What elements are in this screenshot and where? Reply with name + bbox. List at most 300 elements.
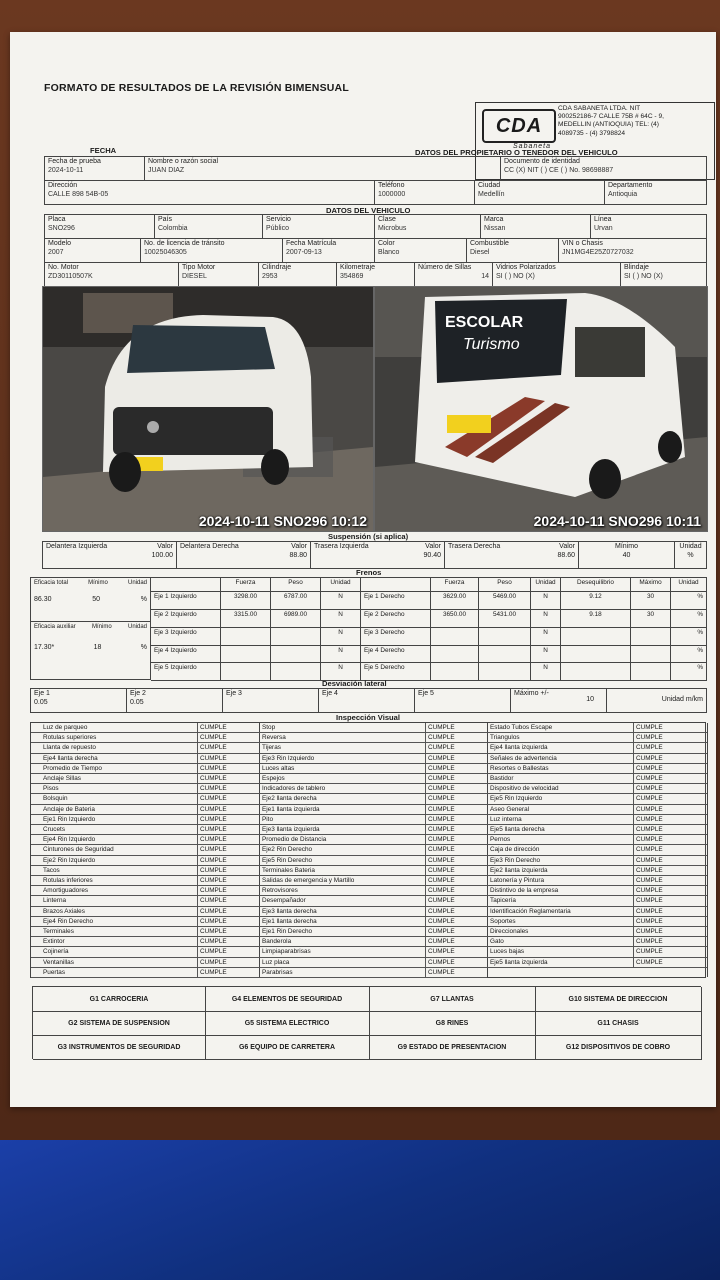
inspection-item: Ventanillas bbox=[43, 958, 74, 966]
inspection-row bbox=[31, 896, 259, 906]
inspection-row bbox=[487, 774, 707, 784]
brake-weight-right bbox=[479, 646, 531, 664]
brake-unit: % bbox=[671, 646, 707, 664]
inspection-row bbox=[487, 947, 707, 957]
inspection-result: CUMPLE bbox=[197, 815, 227, 825]
inspection-row bbox=[31, 958, 259, 968]
inspection-row bbox=[31, 947, 259, 957]
brake-weight-left bbox=[271, 628, 321, 646]
inspection-item: Eje2 llanta derecha bbox=[262, 795, 317, 803]
rear-van-illustration bbox=[375, 287, 707, 531]
inspection-result: CUMPLE bbox=[425, 907, 455, 917]
inspection-row bbox=[31, 856, 259, 866]
inspection-row bbox=[487, 723, 707, 733]
groups-legend bbox=[32, 986, 701, 1059]
brake-head-blank-2 bbox=[361, 578, 431, 592]
brake-force-left bbox=[221, 628, 271, 646]
inspection-row bbox=[31, 805, 259, 815]
blue-cloth bbox=[0, 1140, 720, 1280]
inspection-item: Luz interna bbox=[490, 815, 522, 823]
inspection-item: Parabrisas bbox=[262, 968, 293, 976]
inspection-item: Eje3 llanta derecha bbox=[262, 907, 317, 915]
inspection-result: CUMPLE bbox=[633, 947, 663, 957]
inspection-row bbox=[31, 845, 259, 855]
inspection-item: Terminales bbox=[43, 928, 74, 935]
brake-axle-right: Eje 5 Derecho bbox=[361, 663, 431, 681]
inspection-item: Luces bajas bbox=[490, 948, 525, 956]
inspection-item: Eje1 llanta izquierda bbox=[262, 805, 320, 813]
inspection-row bbox=[487, 794, 707, 804]
inspection-result: CUMPLE bbox=[425, 866, 455, 876]
inspection-item: Resortes o Ballestas bbox=[490, 764, 549, 772]
inspection-row bbox=[31, 723, 259, 733]
inspection-result: CUMPLE bbox=[197, 743, 227, 753]
brake-head-blank bbox=[151, 578, 221, 592]
inspection-item: Rotulas superiores bbox=[43, 734, 97, 742]
inspection-row bbox=[259, 764, 487, 774]
inspection-result: CUMPLE bbox=[425, 774, 455, 784]
brake-unit-left: N bbox=[321, 646, 361, 664]
brake-axle-left: Eje 4 Izquierdo bbox=[151, 646, 221, 664]
inspection-row bbox=[31, 733, 259, 743]
inspection-row bbox=[31, 794, 259, 804]
inspection-result: CUMPLE bbox=[197, 947, 227, 957]
group-label: G10 SISTEMA DE DIRECCION bbox=[535, 987, 702, 1012]
inspection-row bbox=[259, 886, 487, 896]
inspection-result: CUMPLE bbox=[425, 815, 455, 825]
brake-unit-right: N bbox=[531, 592, 561, 610]
inspection-item: Crucets bbox=[43, 826, 66, 833]
inspection-row bbox=[31, 743, 259, 753]
inspection-result: CUMPLE bbox=[425, 733, 455, 743]
group-label: G8 RINES bbox=[369, 1011, 536, 1036]
inspection-row bbox=[259, 805, 487, 815]
inspection-item: Anclaje Sillas bbox=[43, 775, 82, 782]
section-inspeccion: Inspección Visual bbox=[336, 713, 401, 722]
inspection-row bbox=[259, 784, 487, 794]
inspection-result: CUMPLE bbox=[425, 886, 455, 896]
brake-weight-right bbox=[479, 663, 531, 681]
inspection-row bbox=[487, 856, 707, 866]
inspection-item: Reversa bbox=[262, 734, 286, 742]
brake-head-unidad: Unidad bbox=[671, 578, 707, 592]
deviation-table: Eje 1 0.05 Eje 2 0.05 Eje 3 Eje 4 Eje 5 Máximo +/- 10 Unidad m/km bbox=[30, 688, 707, 713]
inspection-row bbox=[259, 927, 487, 937]
inspection-result: CUMPLE bbox=[633, 825, 663, 835]
inspection-row bbox=[259, 937, 487, 947]
inspection-row bbox=[259, 968, 487, 978]
section-frenos: Frenos bbox=[356, 568, 382, 577]
inspection-row bbox=[31, 876, 259, 886]
suspension-table: Delantera Izquierda Valor 100.00 Delantera Derecha Valor 88.80 Trasera Izquierda Valor 90.40 Trasera Derecha Valor 88.60 Mínimo 40 Unidad % bbox=[42, 541, 707, 569]
inspection-result: CUMPLE bbox=[425, 784, 455, 794]
rear-sign-turismo: Turismo bbox=[463, 336, 520, 353]
brake-max: 30 bbox=[631, 592, 671, 610]
inspection-item: Cinturones de Seguridad bbox=[43, 846, 114, 854]
inspection-result: CUMPLE bbox=[633, 907, 663, 917]
inspection-result: CUMPLE bbox=[633, 794, 663, 804]
inspection-item: Banderola bbox=[262, 938, 292, 946]
group-label: G4 ELEMENTOS DE SEGURIDAD bbox=[205, 987, 370, 1012]
inspection-item: Gato bbox=[490, 938, 504, 946]
brake-head-fuerza-l: Fuerza bbox=[221, 578, 271, 592]
inspection-row bbox=[259, 794, 487, 804]
inspection-result: CUMPLE bbox=[633, 856, 663, 866]
brake-weight-left bbox=[271, 646, 321, 664]
inspection-result: CUMPLE bbox=[633, 937, 663, 947]
front-vehicle-photo bbox=[42, 286, 374, 532]
inspection-row bbox=[487, 835, 707, 845]
brake-imbalance bbox=[561, 628, 631, 646]
inspection-item: Salidas de emergencia y Martillo bbox=[262, 877, 355, 884]
brake-unit: % bbox=[671, 628, 707, 646]
inspection-result: CUMPLE bbox=[425, 794, 455, 804]
inspection-row bbox=[259, 733, 487, 743]
vehicle-table: Placa SNO296 País Colombia Servicio Público Clase Microbus Marca Nissan Línea Urvan Modelo 2007 No. de licencia de tránsito 10025046305 Fecha Matrícula 2007-09-13 Color Blanco Combustible Diesel VIN o Chasis JN1MG4E25Z0727032 No. Motor ZD30110507K Tipo Motor DIESEL Cilindraje 2953 Kilometraje 354869 Número de Sillas 14 Vidrios Polarizados SI ( ) NO (X) Blindaje SI ( ) NO (X) bbox=[44, 214, 707, 287]
section-fecha: FECHA bbox=[90, 146, 117, 155]
group-label: G12 DISPOSITIVOS DE COBRO bbox=[535, 1035, 702, 1060]
brake-head-desequilibrio: Desequilibrio bbox=[561, 578, 631, 592]
inspection-result: CUMPLE bbox=[425, 947, 455, 957]
inspection-item: Eje5 Rin Izquierdo bbox=[490, 795, 543, 803]
brake-force-left: 3298.00 bbox=[221, 592, 271, 610]
inspection-item: Brazos Axiales bbox=[43, 907, 85, 915]
inspection-item: Soportes bbox=[490, 917, 516, 925]
inspection-item: Pito bbox=[262, 815, 274, 823]
brake-unit-left: N bbox=[321, 610, 361, 628]
inspection-result: CUMPLE bbox=[633, 927, 663, 937]
inspection-item: Eje5 llanta derecha bbox=[490, 826, 545, 833]
inspection-result: CUMPLE bbox=[633, 845, 663, 855]
inspection-row bbox=[259, 845, 487, 855]
inspection-result: CUMPLE bbox=[633, 743, 663, 753]
inspection-row bbox=[487, 958, 707, 968]
rear-sign-escolar: ESCOLAR bbox=[445, 314, 524, 331]
inspection-result: CUMPLE bbox=[197, 825, 227, 835]
brake-axle-left: Eje 1 Izquierdo bbox=[151, 592, 221, 610]
inspection-item: Tijeras bbox=[262, 744, 281, 752]
inspection-row bbox=[487, 825, 707, 835]
inspection-result: CUMPLE bbox=[197, 856, 227, 866]
inspection-row bbox=[487, 845, 707, 855]
brake-axle-right: Eje 4 Derecho bbox=[361, 646, 431, 664]
inspection-result: CUMPLE bbox=[425, 825, 455, 835]
brake-force-right: 3629.00 bbox=[431, 592, 479, 610]
inspection-row bbox=[259, 896, 487, 906]
owner-table: Fecha de prueba 2024-10-11 Nombre o razón social JUAN DIAZ Documento de identidad CC (X) NIT ( ) CE ( ) No. 98698887 Dirección CALLE 898 54B-05 Teléfono 1000000 Ciudad Medellín Departamento Antioquia bbox=[44, 156, 707, 205]
inspection-item: Dispositivo de velocidad bbox=[490, 785, 559, 793]
inspection-item: Eje1 Rin Izquierdo bbox=[43, 815, 96, 823]
brake-unit-right: N bbox=[531, 610, 561, 628]
inspection-result: CUMPLE bbox=[197, 937, 227, 947]
rear-vehicle-photo bbox=[374, 286, 708, 532]
inspection-item: Triangulos bbox=[490, 734, 520, 742]
inspection-item: Amortiguadores bbox=[43, 887, 89, 895]
inspection-result: CUMPLE bbox=[633, 917, 663, 927]
inspection-row bbox=[487, 907, 707, 917]
inspection-result: CUMPLE bbox=[633, 805, 663, 815]
inspection-row bbox=[259, 907, 487, 917]
cda-address: CDA SABANETA LTDA. NIT 900252186-7 CALLE 75B # 64C - 9, MEDELLIN (ANTIOQUIA) TEL: (4) 4089735 - (4) 3798824 bbox=[558, 105, 664, 137]
brake-weight-right: 5469.00 bbox=[479, 592, 531, 610]
inspection-result: CUMPLE bbox=[633, 866, 663, 876]
group-label: G9 ESTADO DE PRESENTACION bbox=[369, 1035, 536, 1060]
inspection-item: Rotulas inferiores bbox=[43, 877, 93, 884]
inspection-row bbox=[259, 743, 487, 753]
inspection-item: Identificación Reglamentaria bbox=[490, 907, 571, 915]
inspection-item: Eje2 Rin Izquierdo bbox=[43, 856, 96, 864]
inspection-row bbox=[31, 927, 259, 937]
inspection-item: Eje3 Rin Derecho bbox=[490, 856, 541, 864]
inspection-item: Tapicería bbox=[490, 897, 516, 905]
inspection-result: CUMPLE bbox=[425, 876, 455, 886]
document-title: FORMATO DE RESULTADOS DE LA REVISIÓN BIMENSUAL bbox=[44, 82, 349, 94]
inspection-result: CUMPLE bbox=[633, 764, 663, 774]
cda-logo: CDA Sabaneta bbox=[482, 109, 556, 143]
front-van-illustration bbox=[43, 287, 373, 531]
inspection-row bbox=[259, 866, 487, 876]
inspection-result: CUMPLE bbox=[197, 794, 227, 804]
inspection-result: CUMPLE bbox=[197, 896, 227, 906]
brake-unit: % bbox=[671, 663, 707, 681]
inspection-item: Eje5 Rin Derecho bbox=[262, 856, 313, 864]
inspection-item: Eje1 Rin Derecho bbox=[262, 928, 313, 935]
inspection-row bbox=[487, 876, 707, 886]
inspection-item: Luces altas bbox=[262, 764, 295, 772]
inspection-result: CUMPLE bbox=[197, 805, 227, 815]
inspection-item: Eje4 Rin Derecho bbox=[43, 917, 94, 925]
brake-axle-right: Eje 3 Derecho bbox=[361, 628, 431, 646]
brake-head-peso-r: Peso bbox=[479, 578, 531, 592]
brake-axle-left: Eje 2 Izquierdo bbox=[151, 610, 221, 628]
inspection-item: Eje3 llanta izquierda bbox=[262, 826, 320, 833]
inspection-row bbox=[259, 856, 487, 866]
inspection-item: Direccionales bbox=[490, 928, 529, 935]
brake-head-unidad-l: Unidad bbox=[321, 578, 361, 592]
inspection-result: CUMPLE bbox=[425, 754, 455, 764]
inspection-result: CUMPLE bbox=[197, 886, 227, 896]
brake-unit-right: N bbox=[531, 646, 561, 664]
inspection-item: Estado Tubos Escape bbox=[490, 724, 553, 731]
inspection-item: Latonería y Pintura bbox=[490, 877, 544, 884]
inspection-result: CUMPLE bbox=[197, 845, 227, 855]
inspection-row bbox=[487, 733, 707, 743]
inspection-item: Extintor bbox=[43, 938, 65, 946]
group-label: G2 SISTEMA DE SUSPENSION bbox=[33, 1011, 206, 1036]
inspection-result: CUMPLE bbox=[425, 958, 455, 968]
inspection-row bbox=[487, 784, 707, 794]
brake-force-right bbox=[431, 628, 479, 646]
inspection-result: CUMPLE bbox=[197, 866, 227, 876]
inspection-item: Promedio de Tiempo bbox=[43, 764, 102, 772]
inspection-row bbox=[259, 754, 487, 764]
inspection-result: CUMPLE bbox=[425, 927, 455, 937]
inspection-row bbox=[259, 723, 487, 733]
inspection-result: CUMPLE bbox=[425, 937, 455, 947]
brake-force-left bbox=[221, 646, 271, 664]
inspection-item: Distintivo de la empresa bbox=[490, 887, 559, 895]
group-label: G5 SISTEMA ELECTRICO bbox=[205, 1011, 370, 1036]
inspection-item: Cojinería bbox=[43, 948, 69, 956]
brake-max bbox=[631, 646, 671, 664]
brake-imbalance: 9.18 bbox=[561, 610, 631, 628]
inspection-item: Señales de advertencia bbox=[490, 754, 557, 762]
column-divider bbox=[707, 723, 708, 977]
inspection-row bbox=[31, 825, 259, 835]
inspection-item: Promedio de Distancia bbox=[262, 836, 327, 844]
rear-photo-timestamp: 2024-10-11 SNO296 10:11 bbox=[533, 513, 701, 529]
inspection-row bbox=[487, 743, 707, 753]
inspection-item: Bolsquin bbox=[43, 795, 68, 803]
inspection-result: CUMPLE bbox=[425, 835, 455, 845]
inspection-result: CUMPLE bbox=[633, 886, 663, 896]
inspection-result: CUMPLE bbox=[633, 723, 663, 733]
brake-force-left bbox=[221, 663, 271, 681]
brake-force-right bbox=[431, 663, 479, 681]
inspection-row bbox=[487, 754, 707, 764]
brake-max bbox=[631, 663, 671, 681]
inspection-result: CUMPLE bbox=[197, 907, 227, 917]
group-label: G3 INSTRUMENTOS DE SEGURIDAD bbox=[33, 1035, 206, 1060]
inspection-sheet bbox=[10, 32, 716, 1107]
inspection-row bbox=[31, 754, 259, 764]
inspection-row bbox=[487, 815, 707, 825]
inspection-result: CUMPLE bbox=[197, 876, 227, 886]
inspection-row bbox=[31, 937, 259, 947]
brake-weight-left: 6787.00 bbox=[271, 592, 321, 610]
inspection-item: Limpiaparabrisas bbox=[262, 948, 311, 956]
group-label: G6 EQUIPO DE CARRETERA bbox=[205, 1035, 370, 1060]
inspection-result: CUMPLE bbox=[197, 774, 227, 784]
inspection-result: CUMPLE bbox=[197, 754, 227, 764]
inspection-row bbox=[31, 815, 259, 825]
inspection-row bbox=[31, 784, 259, 794]
inspection-row bbox=[487, 764, 707, 774]
inspection-result: CUMPLE bbox=[633, 784, 663, 794]
inspection-item: Puertas bbox=[43, 968, 66, 976]
inspection-item: Eje3 Rin Izquierdo bbox=[262, 754, 315, 762]
inspection-result: CUMPLE bbox=[425, 805, 455, 815]
inspection-row bbox=[487, 896, 707, 906]
brake-max bbox=[631, 628, 671, 646]
brake-axle-left: Eje 5 Izquierdo bbox=[151, 663, 221, 681]
inspection-result: CUMPLE bbox=[633, 815, 663, 825]
inspection-row bbox=[487, 937, 707, 947]
inspection-row bbox=[31, 907, 259, 917]
inspection-row bbox=[31, 835, 259, 845]
section-suspension: Suspensión (si aplica) bbox=[328, 532, 409, 541]
inspection-item: Tacos bbox=[43, 866, 60, 874]
inspection-result: CUMPLE bbox=[633, 896, 663, 906]
inspection-item: Indicadores de tablero bbox=[262, 785, 326, 793]
inspection-row bbox=[259, 825, 487, 835]
brake-weight-right bbox=[479, 628, 531, 646]
inspection-result: CUMPLE bbox=[197, 784, 227, 794]
inspection-row bbox=[259, 835, 487, 845]
brake-axle-left: Eje 3 Izquierdo bbox=[151, 628, 221, 646]
inspection-row bbox=[259, 774, 487, 784]
inspection-result: CUMPLE bbox=[197, 958, 227, 968]
inspection-row bbox=[487, 805, 707, 815]
brake-unit-left: N bbox=[321, 592, 361, 610]
inspection-result: CUMPLE bbox=[197, 723, 227, 733]
inspection-item: Eje4 llanta izquierda bbox=[490, 744, 548, 752]
inspection-row bbox=[259, 917, 487, 927]
brake-unit: % bbox=[671, 592, 707, 610]
inspection-result: CUMPLE bbox=[633, 958, 663, 968]
inspection-item: Espejos bbox=[262, 775, 285, 782]
brake-head-maximo: Máximo bbox=[631, 578, 671, 592]
inspection-result: CUMPLE bbox=[425, 856, 455, 866]
inspection-row bbox=[31, 886, 259, 896]
inspection-result: CUMPLE bbox=[197, 764, 227, 774]
inspection-result: CUMPLE bbox=[633, 835, 663, 845]
section-vehicle: DATOS DEL VEHICULO bbox=[326, 206, 411, 215]
inspection-item: Caja de dirección bbox=[490, 846, 540, 854]
front-photo-timestamp: 2024-10-11 SNO296 10:12 bbox=[198, 513, 367, 529]
inspection-row bbox=[487, 866, 707, 876]
inspection-item: Desempañador bbox=[262, 897, 306, 905]
inspection-item: Luz de parqueo bbox=[43, 724, 88, 731]
inspection-result: CUMPLE bbox=[425, 743, 455, 753]
inspection-result: CUMPLE bbox=[197, 835, 227, 845]
section-owner: DATOS DEL PROPIETARIO O TENEDOR DEL VEHICULO bbox=[415, 148, 618, 157]
inspection-item: Anclaje de Bateria bbox=[43, 805, 95, 813]
inspection-result: CUMPLE bbox=[425, 764, 455, 774]
inspection-item: Pernos bbox=[490, 836, 511, 844]
brake-unit-right: N bbox=[531, 628, 561, 646]
inspection-result: CUMPLE bbox=[425, 917, 455, 927]
inspection-result: CUMPLE bbox=[425, 968, 455, 978]
brake-head-fuerza-r: Fuerza bbox=[431, 578, 479, 592]
brake-max: 30 bbox=[631, 610, 671, 628]
inspection-item: Terminales Bateria bbox=[262, 866, 315, 874]
inspection-item: Eje2 llanta izquierda bbox=[490, 866, 548, 874]
inspection-result: CUMPLE bbox=[425, 845, 455, 855]
brake-head-unidad-r: Unidad bbox=[531, 578, 561, 592]
inspection-result: CUMPLE bbox=[425, 723, 455, 733]
brake-force-left: 3315.00 bbox=[221, 610, 271, 628]
brake-head-peso-l: Peso bbox=[271, 578, 321, 592]
brake-weight-left: 6989.00 bbox=[271, 610, 321, 628]
group-label: G1 CARROCERIA bbox=[33, 987, 206, 1012]
brake-weight-left bbox=[271, 663, 321, 681]
inspection-result: CUMPLE bbox=[197, 968, 227, 978]
inspection-row bbox=[487, 886, 707, 896]
inspection-result: CUMPLE bbox=[633, 876, 663, 886]
group-label: G11 CHASIS bbox=[535, 1011, 702, 1036]
inspection-item: Aseo General bbox=[490, 805, 530, 813]
inspection-result: CUMPLE bbox=[425, 896, 455, 906]
inspection-result: CUMPLE bbox=[197, 917, 227, 927]
inspection-result: CUMPLE bbox=[633, 754, 663, 764]
brake-force-right: 3650.00 bbox=[431, 610, 479, 628]
inspection-result: CUMPLE bbox=[633, 774, 663, 784]
inspection-row bbox=[31, 968, 259, 978]
inspection-row bbox=[259, 815, 487, 825]
brake-unit: % bbox=[671, 610, 707, 628]
brake-imbalance: 9.12 bbox=[561, 592, 631, 610]
inspection-item: Bastidor bbox=[490, 775, 514, 782]
inspection-item: Pisos bbox=[43, 785, 59, 793]
inspection-row bbox=[31, 866, 259, 876]
inspection-row bbox=[31, 917, 259, 927]
inspection-result: CUMPLE bbox=[197, 733, 227, 743]
brake-imbalance bbox=[561, 646, 631, 664]
inspection-item: Stop bbox=[262, 724, 276, 731]
brake-weight-right: 5431.00 bbox=[479, 610, 531, 628]
inspection-item: Retrovisores bbox=[262, 887, 298, 895]
